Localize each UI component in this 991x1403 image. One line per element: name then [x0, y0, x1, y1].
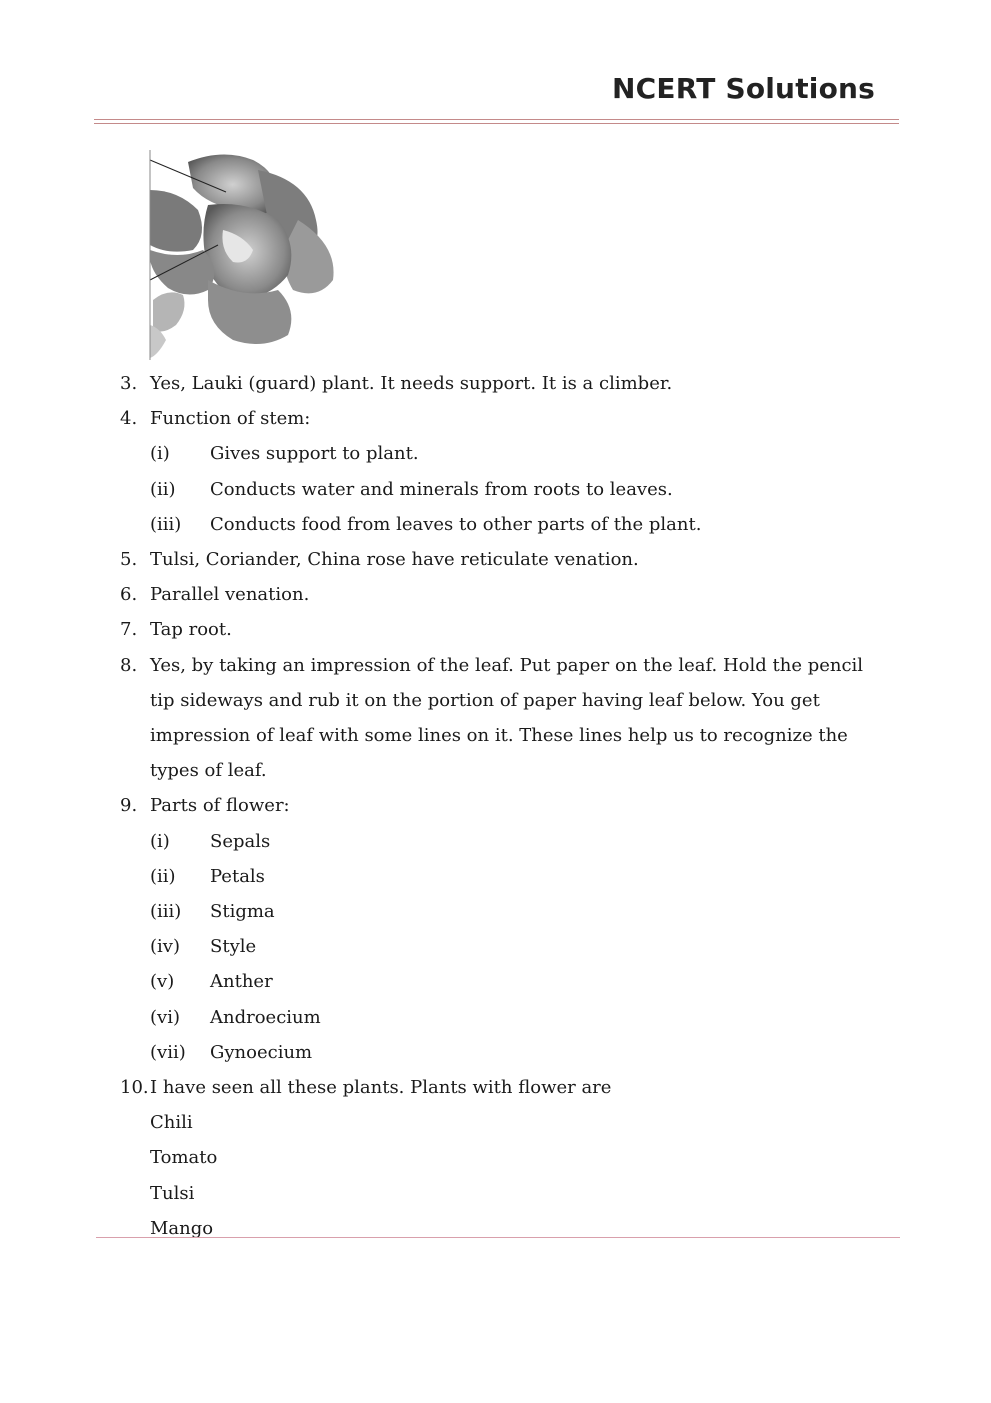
sub-item-text: Style	[210, 936, 257, 958]
answer-4	[0, 401, 890, 436]
answer-8	[0, 648, 890, 789]
answer-text: Yes, by taking an impression of the leaf. Put paper on the leaf. Hold the pencil tip sideways and rub it on the portion of paper having leaf below. You get impression of leaf with some lines on it. These lines help us to recognize the types of leaf.	[150, 654, 864, 782]
sub-item-text: Conducts food from leaves to other parts of the plant.	[210, 513, 702, 535]
answer-9	[0, 788, 890, 823]
answer-6	[0, 577, 890, 612]
answer-number: 10.	[120, 1077, 149, 1099]
sub-item-text: Stigma	[210, 901, 275, 923]
answer-list	[0, 366, 991, 1246]
sub-item-numeral: (iii)	[150, 901, 182, 923]
sub-item	[0, 507, 991, 542]
plant-name: Chili	[150, 1112, 193, 1134]
answer-number: 7.	[120, 619, 138, 641]
answer-text: Parts of flower:	[150, 795, 290, 817]
answer-text: Function of stem:	[150, 408, 311, 430]
answer-number: 6.	[120, 584, 138, 606]
answer-7	[0, 612, 890, 647]
sub-item	[0, 859, 991, 894]
sub-item	[0, 472, 991, 507]
plant-name: Tomato	[150, 1147, 218, 1169]
sub-item-numeral: (i)	[150, 443, 170, 465]
header-rule	[94, 119, 899, 120]
answer-text: Tulsi, Coriander, China rose have reticulate venation.	[150, 549, 639, 571]
sub-item-numeral: (vi)	[150, 1006, 180, 1028]
header-rule	[94, 123, 899, 124]
sub-item	[0, 894, 991, 929]
answer-text: I have seen all these plants. Plants with flower are	[150, 1077, 612, 1099]
sub-item-numeral: (iv)	[150, 936, 180, 958]
sub-item	[0, 436, 991, 471]
sub-item-text: Petals	[210, 865, 265, 887]
answer-number: 3.	[120, 373, 138, 394]
sub-item-numeral: (iii)	[150, 513, 182, 535]
flower-petals	[150, 154, 334, 358]
answer-number: 4.	[120, 408, 138, 430]
answer-text: Tap root.	[150, 619, 232, 641]
sub-item-text: Androecium	[210, 1006, 321, 1028]
answer-text: Yes, Lauki (guard) plant. It needs support. It is a climber.	[150, 373, 673, 394]
sub-item-numeral: (i)	[150, 830, 170, 852]
sub-item-text: Gynoecium	[210, 1041, 313, 1063]
footer-rule	[96, 1237, 900, 1238]
sub-item	[0, 824, 991, 859]
sub-item-text: Gives support to plant.	[210, 443, 419, 465]
answer-number: 8.	[120, 654, 138, 676]
answer-text: Parallel venation.	[150, 584, 310, 606]
sub-item-text: Sepals	[210, 830, 271, 852]
page-title: NCERT Solutions	[612, 72, 876, 105]
sub-item-numeral: (ii)	[150, 865, 176, 887]
sub-item-numeral: (ii)	[150, 478, 176, 500]
sub-item-text: Conducts water and minerals from roots to leaves.	[210, 478, 673, 500]
answer-10	[0, 1070, 890, 1105]
answer-number: 9.	[120, 795, 138, 817]
sub-item	[0, 1000, 991, 1035]
plant-name: Tulsi	[150, 1182, 195, 1204]
sub-item	[0, 929, 991, 964]
sub-item-numeral: (vii)	[150, 1041, 186, 1063]
sub-item	[0, 1035, 991, 1070]
sub-item-numeral: (v)	[150, 971, 175, 993]
flower-figure	[148, 150, 338, 360]
plant-name: Mango	[150, 1217, 214, 1239]
answer-5	[0, 542, 890, 577]
sub-item-text: Anther	[210, 971, 273, 993]
answer-number: 5.	[120, 549, 138, 571]
sub-item	[0, 964, 991, 999]
answer-3	[0, 366, 890, 401]
